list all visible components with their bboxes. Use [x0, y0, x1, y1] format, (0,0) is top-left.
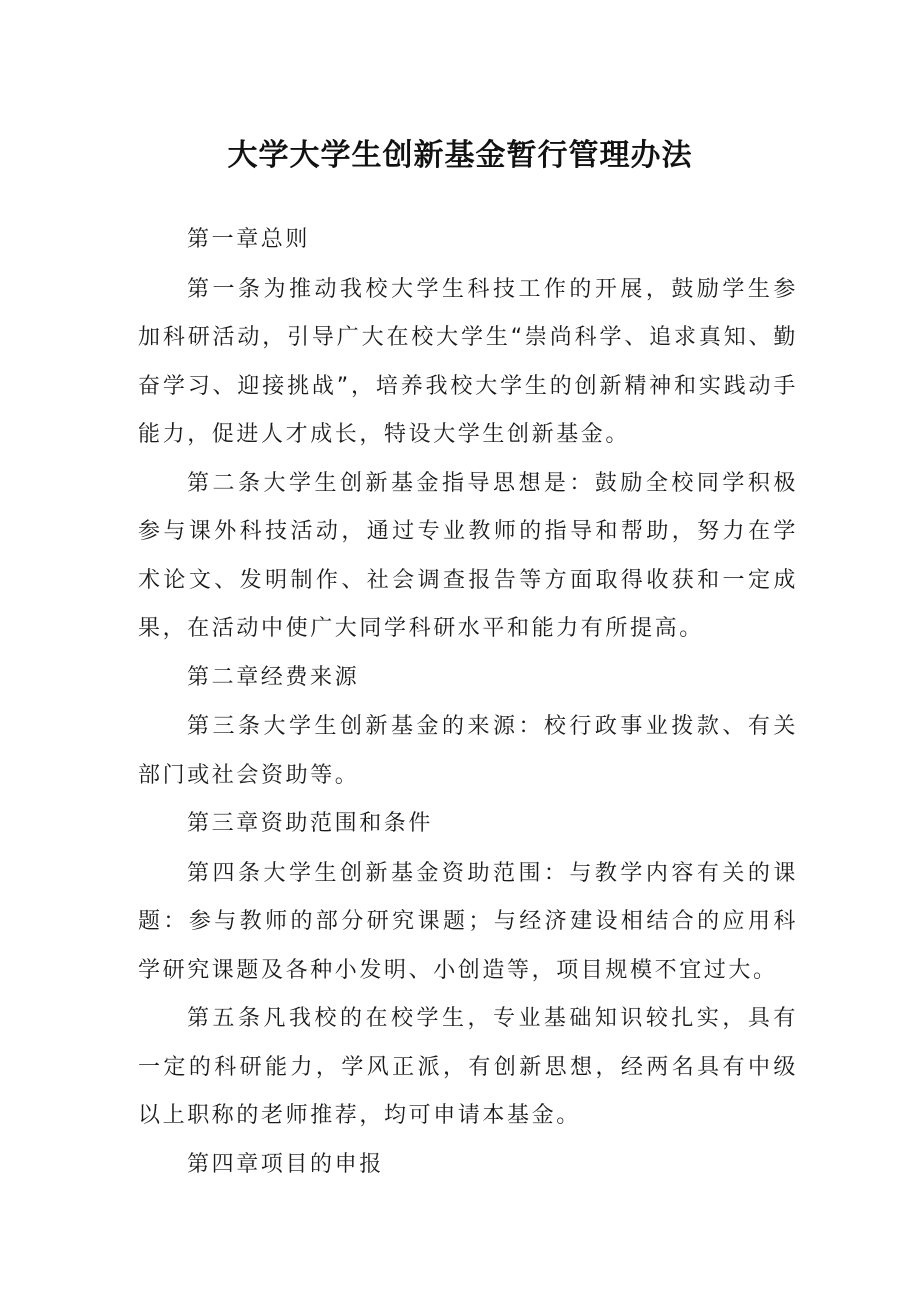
chapter-2-heading: 第二章经费来源	[187, 664, 360, 690]
article-4: 第四条大学生创新基金资助范围：与教学内容有关的课题：参与教师的部分研究课题；与经济建设相结合的应用科学研究课题及各种小发明、小创造等，项目规模不宜过大。	[138, 860, 798, 983]
document-title: 大学大学生创新基金暂行管理办法	[227, 138, 693, 173]
article-2: 第二条大学生创新基金指导思想是：鼓励全校同学积极参与课外科技活动，通过专业教师的指导和帮助，努力在学术论文、发明制作、社会调查报告等方面取得收获和一定成果，在活动中使广大同学科研水平和能力有所提高。	[138, 470, 798, 641]
chapter-4-heading: 第四章项目的申报	[187, 1151, 384, 1177]
document-body	[138, 216, 798, 1190]
chapter-1-heading: 第一章总则	[187, 227, 311, 252]
chapter-3-heading: 第三章资助范围和条件	[187, 811, 434, 836]
article-1: 第一条为推动我校大学生科技工作的开展，鼓励学生参加科研活动，引导广大在校大学生“崇尚科学、追求真知、勤奋学习、迎接挑战”，培养我校大学生的创新精神和实践动手能力，促进人才成长，特设大学生创新基金。	[138, 276, 798, 447]
article-5: 第五条凡我校的在校学生，专业基础知识较扎实，具有一定的科研能力，学风正派，有创新思想，经两名具有中级以上职称的老师推荐，均可申请本基金。	[138, 1006, 798, 1128]
article-3: 第三条大学生创新基金的来源：校行政事业拨款、有关部门或社会资助等。	[138, 714, 798, 788]
